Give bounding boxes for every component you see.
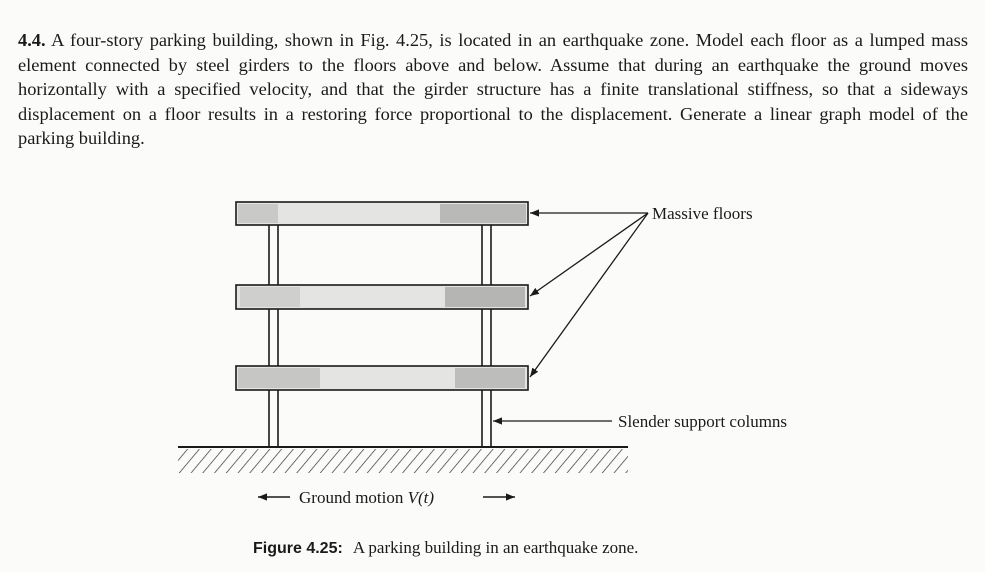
caption-text: A parking building in an earthquake zone. (352, 538, 639, 557)
problem-number: 4.4. (18, 30, 46, 51)
support-columns (269, 225, 491, 447)
label-ground-motion: Ground motion V(t) (299, 488, 435, 507)
caption-number: Figure 4.25: (253, 540, 343, 557)
floor-slabs (236, 202, 528, 390)
figure-caption (253, 538, 638, 557)
floor-bottom (236, 366, 528, 390)
floor-middle (236, 285, 528, 309)
floor-top (236, 202, 528, 225)
label-support-columns: Slender support columns (618, 412, 788, 431)
ground (178, 447, 628, 473)
problem-text: A four-story parking building, shown in Fig. 4.25, is located in an earthquake zone. Model each floor as a lumped mass element connected by steel girders to the floors above and below. Assume that during an earthquake the ground moves horizontally with a specified velocity, and that the girder structure has a finite translational stiffness, so that a sideways displacement on a floor results in a restoring force proportional to the displacement. Generate a linear graph model of the parking building. (18, 30, 968, 149)
floors-pointer-arrows (530, 213, 648, 377)
label-massive-floors: Massive floors (652, 204, 753, 223)
